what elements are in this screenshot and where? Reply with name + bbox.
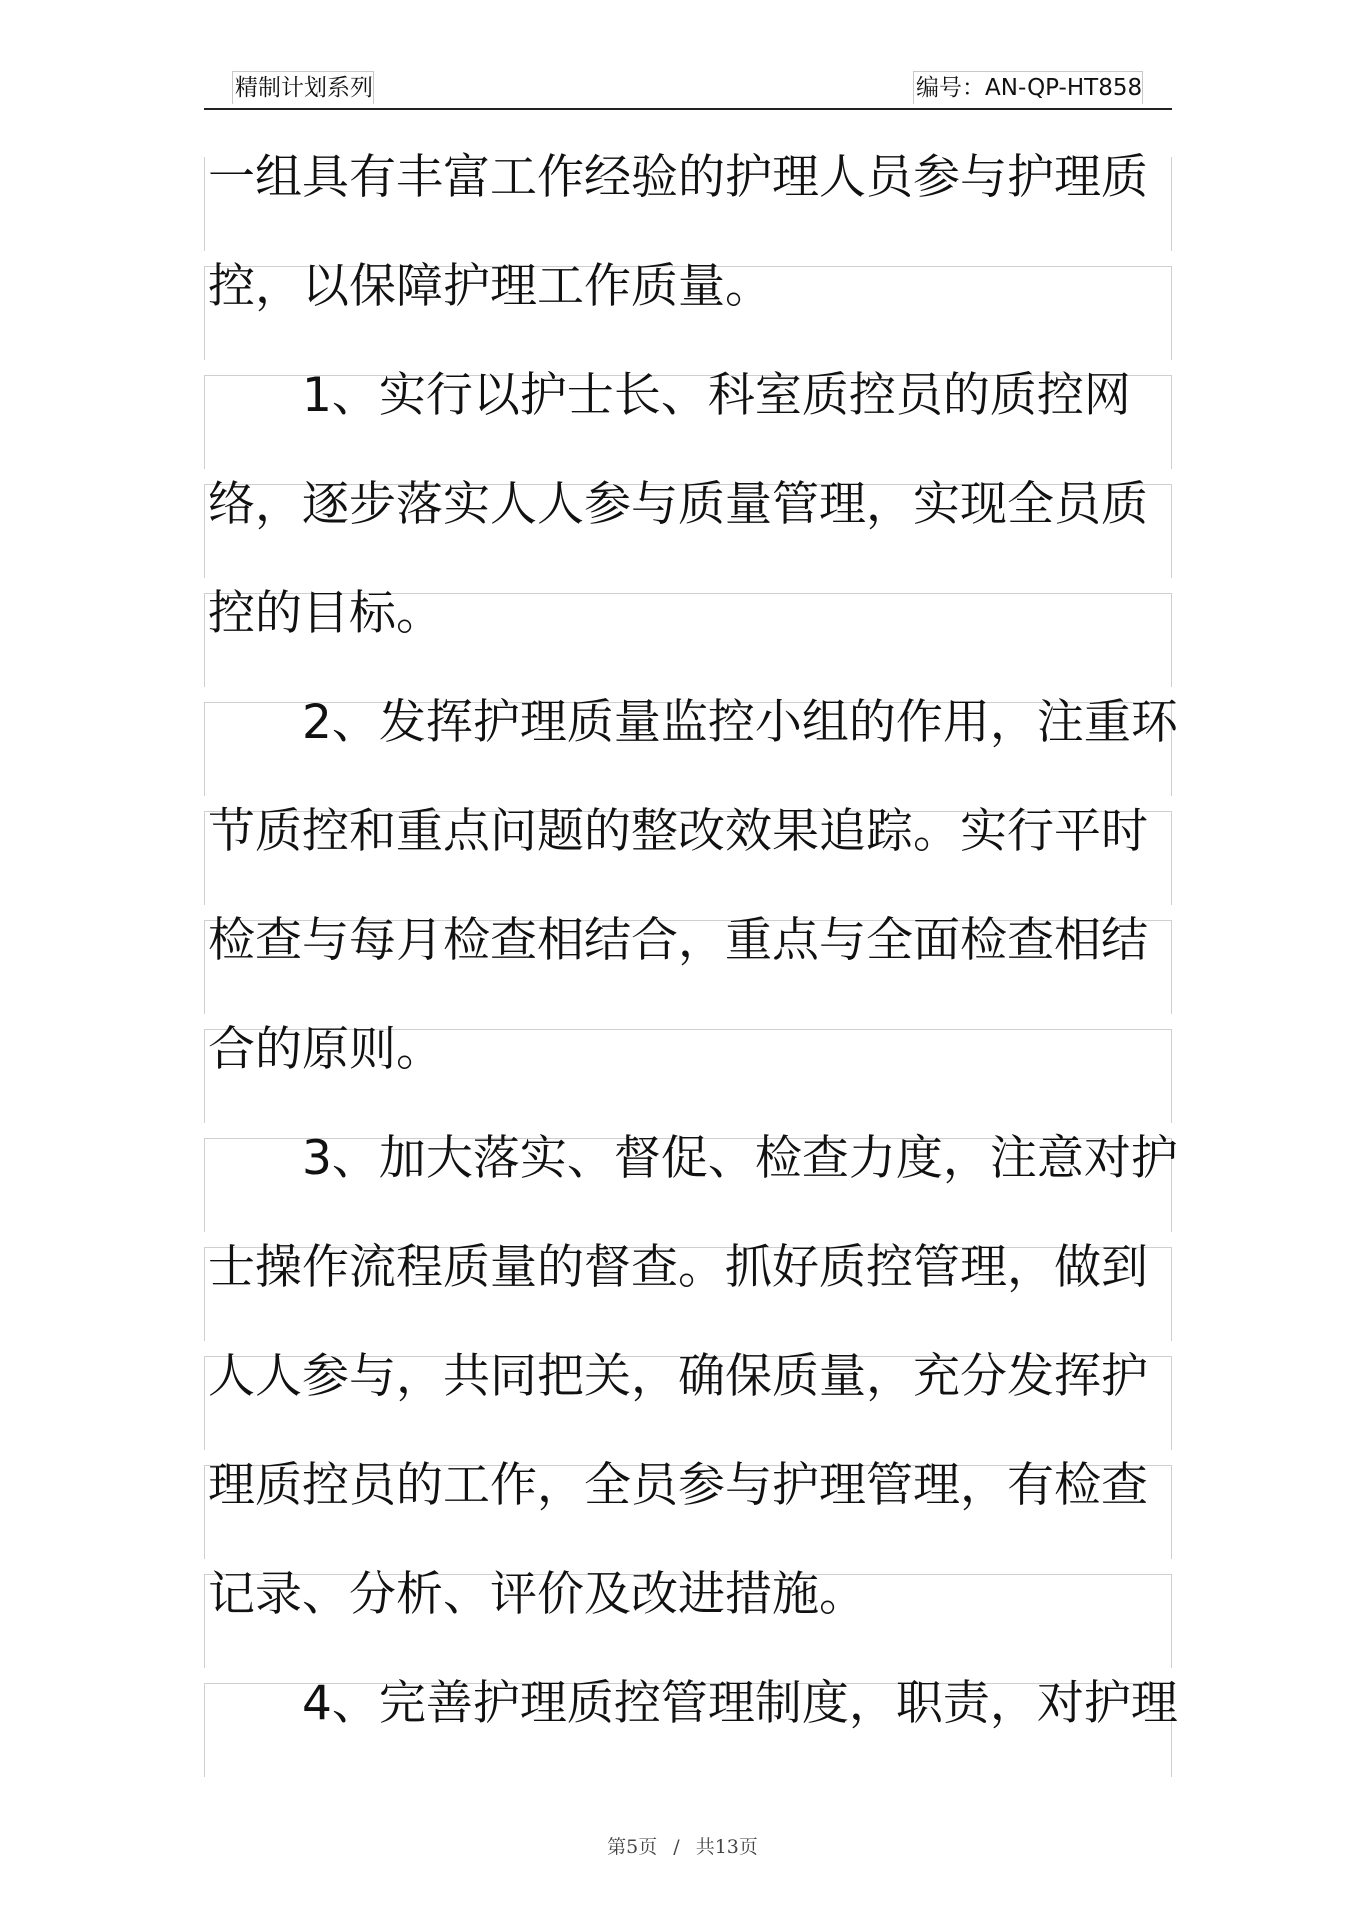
current-page-label: 第5页 bbox=[607, 1836, 658, 1858]
paragraph-line: 络，逐步落实人人参与质量管理，实现全员质 bbox=[208, 477, 1148, 532]
paragraph-line: 合的原则。 bbox=[208, 1022, 443, 1077]
paragraph-line: 控，以保障护理工作质量。 bbox=[208, 259, 772, 314]
paragraph-line: 1、实行以护士长、科室质控员的质控网 bbox=[302, 368, 1131, 423]
paragraph-line: 一组具有丰富工作经验的护理人员参与护理质 bbox=[208, 150, 1148, 205]
paragraph-line: 控的目标。 bbox=[208, 586, 443, 641]
document-code-label: 编号：AN-QP-HT858 bbox=[913, 71, 1143, 104]
page-footer bbox=[0, 1832, 1365, 1859]
header-divider bbox=[204, 108, 1172, 110]
paragraph-line: 检查与每月检查相结合，重点与全面检查相结 bbox=[208, 913, 1148, 968]
document-body bbox=[0, 112, 1365, 1772]
paragraph-line: 3、加大落实、督促、检查力度，注意对护 bbox=[302, 1131, 1178, 1186]
paragraph-line: 人人参与，共同把关，确保质量，充分发挥护 bbox=[208, 1349, 1148, 1404]
paragraph-line: 2、发挥护理质量监控小组的作用，注重环 bbox=[302, 695, 1178, 750]
paragraph-line: 4、完善护理质控管理制度，职责，对护理 bbox=[302, 1676, 1178, 1731]
paragraph-line: 士操作流程质量的督查。抓好质控管理，做到 bbox=[208, 1240, 1148, 1295]
document-series-label: 精制计划系列 bbox=[232, 71, 374, 104]
paragraph-line: 节质控和重点问题的整改效果追踪。实行平时 bbox=[208, 804, 1148, 859]
paragraph-line: 记录、分析、评价及改进措施。 bbox=[208, 1567, 866, 1622]
paragraph-line: 理质控员的工作，全员参与护理管理，有检查 bbox=[208, 1458, 1148, 1513]
total-pages-label: 共13页 bbox=[695, 1836, 758, 1858]
page-separator: / bbox=[673, 1836, 680, 1858]
